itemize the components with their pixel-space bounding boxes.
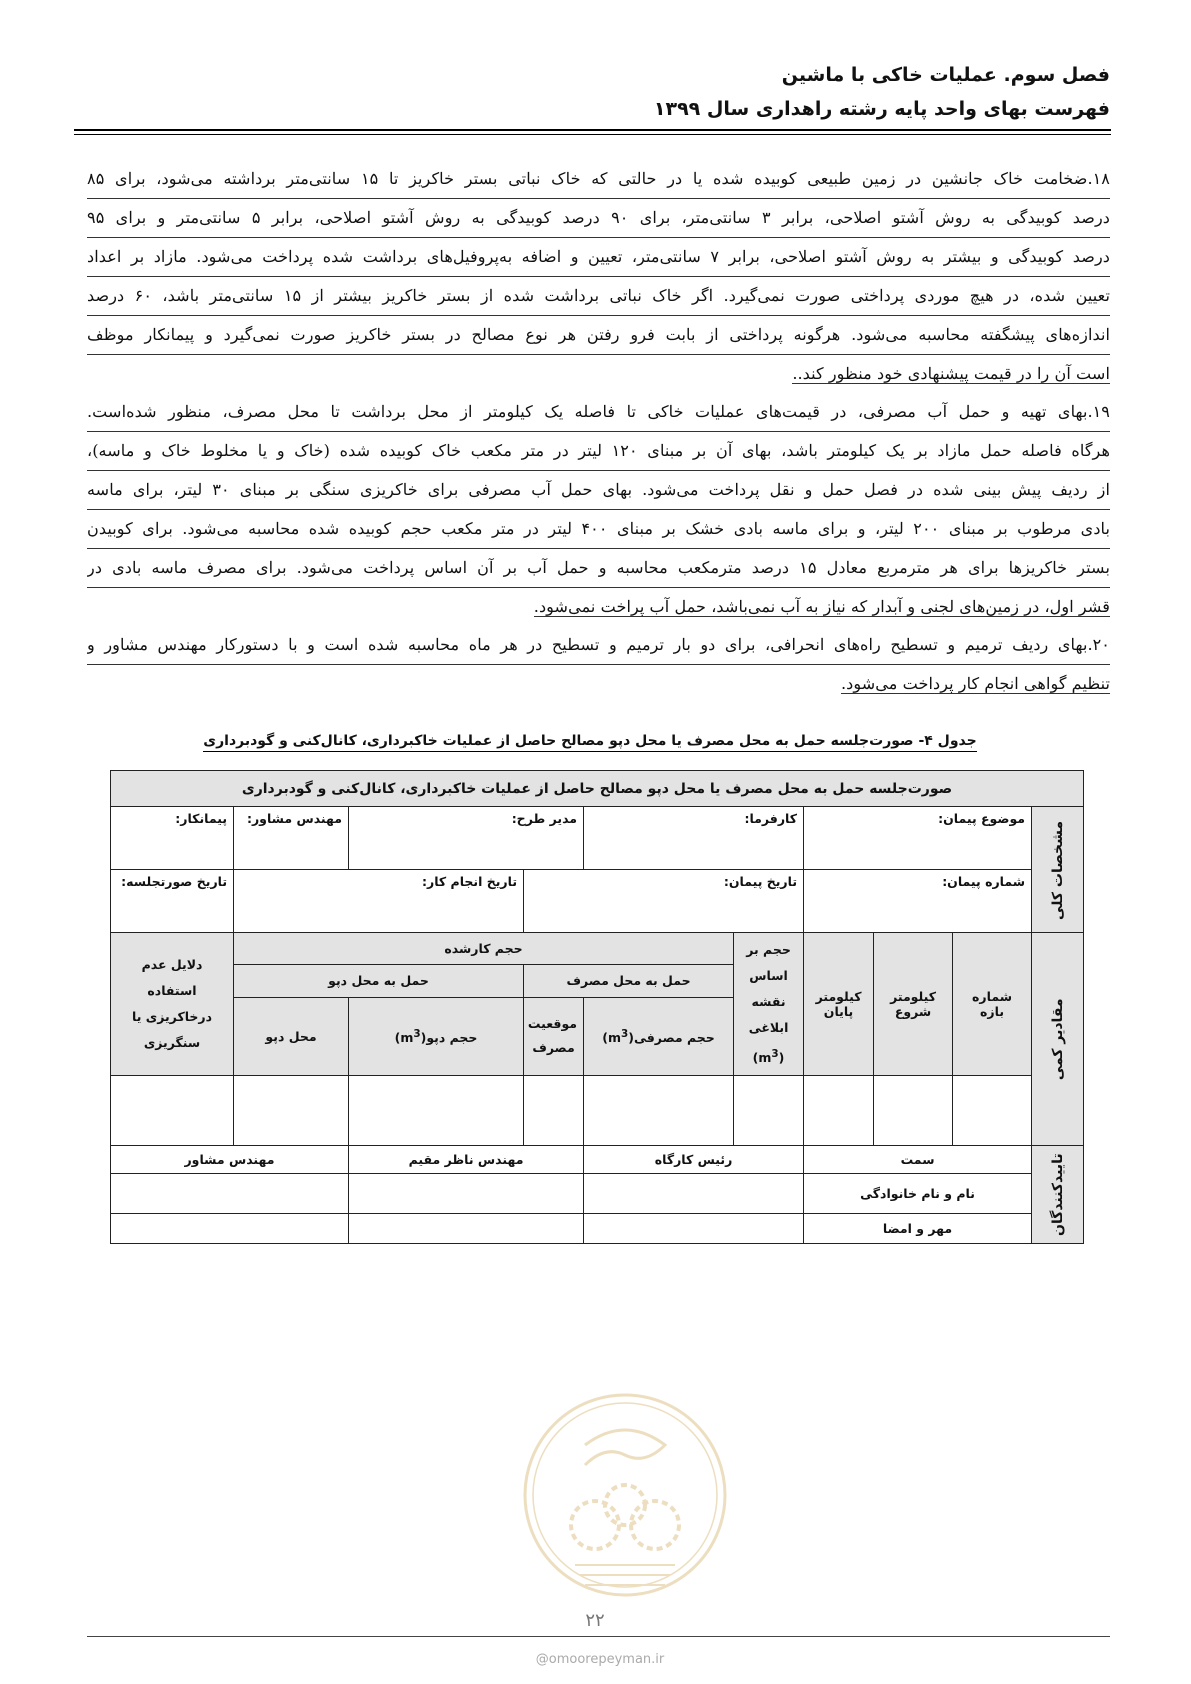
table-caption [110, 733, 1070, 749]
paragraph-19 [87, 393, 1110, 626]
col-used-volume: حجم $مصرفی(m^3)$ [584, 997, 734, 1076]
header-rule-thin [74, 134, 1111, 135]
paragraph-18 [87, 160, 1110, 393]
col-km-end: کیلومتر پایان [804, 933, 874, 1076]
resident-engineer-signature-field[interactable] [349, 1214, 584, 1244]
contract-number-field[interactable]: شماره پیمان: [804, 870, 1032, 933]
footer-rule [87, 1636, 1110, 1637]
col-reasons: دلایل عدم استفاده درخاکریزی یا سنگریزی [111, 933, 234, 1076]
text-line: بستر خاکریزها برای هر مترمربع معادل ۱۵ درصد مترمکعب محاسبه و حمل آب بر آن اساس پرداخت می‌شود. برای مصرف ماسه بادی در [87, 549, 1110, 588]
paragraph-20 [87, 626, 1110, 703]
col-plan-volume-unit: $(m^3)$ [752, 1048, 785, 1066]
page-header [87, 58, 1110, 126]
header-rule [74, 129, 1111, 131]
cell-km-end[interactable] [804, 1076, 874, 1146]
col-km-start: کیلومتر شروع [874, 933, 953, 1076]
text-line-content: تنظیم گواهی انجام کار پرداخت می‌شود. [841, 674, 1110, 693]
text-line-content: است آن را در قیمت پیشنهادی خود منظور کند.. [792, 364, 1110, 383]
page-number: ۲۲ [585, 1610, 605, 1631]
consulting-engineer-signature-field[interactable] [111, 1214, 349, 1244]
col-transport-to-use: حمل به محل مصرف [524, 965, 734, 997]
approver-site-head: رئیس کارگاه [584, 1146, 804, 1174]
approver-resident-engineer: مهندس ناظر مقیم [349, 1146, 584, 1174]
contract-date-field[interactable]: تاریخ پیمان: [524, 870, 804, 933]
text-line-content: قشر اول، در زمین‌های لجنی و آبدار که نیاز به آب نمی‌باشد، حمل آب پراخت نمی‌شود. [533, 597, 1110, 616]
cell-plan-volume[interactable] [734, 1076, 804, 1146]
execution-date-field[interactable]: تاریخ انجام کار: [234, 870, 524, 933]
consultant-field[interactable]: مهندس مشاور: [234, 807, 349, 870]
site-head-name-field[interactable] [584, 1174, 804, 1214]
cell-reasons[interactable] [111, 1076, 234, 1146]
text-line: بادی مرطوب بر مبنای ۲۰۰ لیتر، و برای ماسه بادی خشک بر مبنای ۴۰۰ لیتر در متر مکعب حجم کوبیده شده محاسبه می‌شود. برای کوبیدن [87, 510, 1110, 549]
table-caption-text: جدول ۴- صورت‌جلسه حمل به محل مصرف یا محل دپو مصالح حاصل از عملیات خاکبرداری، کانال‌کنی و گودبرداری [203, 733, 976, 752]
text-line: ۱۹.بهای تهیه و حمل آب مصرفی، در قیمت‌های عملیات خاکی تا فاصله یک کیلومتر از محل برداشت تا محل مصرف، منظور شده‌است. [87, 393, 1110, 432]
col-plan-volume-line: حجم بر [746, 942, 791, 957]
col-plan-volume-line: ابلاغی [748, 1020, 789, 1035]
consulting-engineer-name-field[interactable] [111, 1174, 349, 1214]
col-segment-number: شماره بازه [953, 933, 1032, 1076]
employer-field[interactable]: کارفرما: [584, 807, 804, 870]
text-line-last [87, 588, 1110, 626]
approver-name-label: نام و نام خانوادگی [804, 1174, 1032, 1214]
site-head-signature-field[interactable] [584, 1214, 804, 1244]
approver-consulting-engineer: مهندس مشاور [111, 1146, 349, 1174]
col-transport-to-depot: حمل به محل دپو [234, 965, 524, 997]
col-use-location: موقعیت مصرف [524, 997, 584, 1076]
col-work-volume: حجم کارشده [234, 933, 734, 965]
cell-depot-location[interactable] [234, 1076, 349, 1146]
col-depot-volume: حجم $دپو(m^3)$ [349, 997, 524, 1076]
text-line: تعیین شده، در هیچ موردی پرداختی صورت نمی‌گیرد. اگر خاک نباتی برداشت شده از بستر خاکریز بیشتر از ۱۵ سانتی‌متر باشد، ۶۰ درصد [87, 277, 1110, 316]
text-line: ۲۰.بهای ردیف ترمیم و تسطیح راه‌های انحرافی، برای دو بار ترمیم و تسطیح در هر ماه محاسبه شده است و با دستورکار مهندس مشاور و [87, 626, 1110, 665]
cell-use-location[interactable] [524, 1076, 584, 1146]
project-manager-field[interactable]: مدیر طرح: [349, 807, 584, 870]
section-approvers: تاییدکنندگان [1032, 1146, 1084, 1244]
cell-depot-volume[interactable] [349, 1076, 524, 1146]
text-line: درصد کوبیدگی و بیشتر به روش آشتو اصلاحی، برابر ۷ سانتی‌متر، تعیین و اضافه به‌پروفیل‌های برداشت شده پرداخت می‌شود. مازاد بر اعداد [87, 238, 1110, 277]
text-line: هرگاه فاصله حمل مازاد بر یک کیلومتر باشد، بهای آن بر مبنای ۱۲۰ لیتر در متر مکعب خاک کوبیده شده (خاک و یا مخلوط خاک و ماسه)، [87, 432, 1110, 471]
section-general-info: مشخصات کلی [1032, 807, 1084, 933]
contract-subject-field[interactable]: موضوع پیمان: [804, 807, 1032, 870]
contractor-field[interactable]: پیمانکار: [111, 807, 234, 870]
minutes-date-field[interactable]: تاریخ صورتجلسه: [111, 870, 234, 933]
minutes-form-table [110, 770, 1084, 1244]
cell-km-start[interactable] [874, 1076, 953, 1146]
text-line-last [87, 665, 1110, 703]
cell-segment[interactable] [953, 1076, 1032, 1146]
col-plan-volume-line: نقشه [751, 994, 786, 1009]
watermark-logo [515, 1385, 735, 1605]
col-depot-location: محل دپو [234, 997, 349, 1076]
document-subtitle: فهرست بهای واحد پایه رشته راهداری سال ۱۳۹۹ [653, 98, 1110, 120]
text-line-last [87, 355, 1110, 393]
text-line: درصد کوبیدگی به روش آشتو اصلاحی، برابر ۳ سانتی‌متر، برای ۹۰ درصد کوبیدگی به روش آشتو اصلاحی، برابر ۵ سانتی‌متر و برای ۹۵ [87, 199, 1110, 238]
col-plan-volume-line: اساس [749, 968, 788, 983]
section-quantities: مقادیر کمی [1032, 933, 1084, 1146]
col-plan-volume [734, 933, 804, 1076]
website-watermark: @omoorepeyman.ir [535, 1652, 665, 1667]
text-line: اندازه‌های پیشگفته محاسبه می‌شود. هرگونه پرداختی از بابت فرو رفتن هر نوع مصالح در بستر خاکریز صورت نمی‌گیرد و پیمانکار موظف [87, 316, 1110, 355]
chapter-title: فصل سوم. عملیات خاکی با ماشین [781, 64, 1110, 86]
text-line: از ردیف پیش بینی شده در فصل حمل و نقل پرداخت می‌شود. بهای حمل آب مصرفی برای خاکریزی سنگی بر مبنای ۳۰ لیتر، برای ماسه [87, 471, 1110, 510]
cell-used-volume[interactable] [584, 1076, 734, 1146]
resident-engineer-name-field[interactable] [349, 1174, 584, 1214]
text-line: ۱۸.ضخامت خاک جانشین در زمین طبیعی کوبیده شده یا در حالتی که خاک نباتی بستر خاکریز تا ۱۵ سانتی‌متر برداشته می‌شود، برای ۸۵ [87, 160, 1110, 199]
approver-role-label: سمت [804, 1146, 1032, 1174]
approver-signature-label: مهر و امضا [804, 1214, 1032, 1244]
body-text [87, 160, 1110, 703]
form-title: صورت‌جلسه حمل به محل مصرف یا محل دپو مصالح حاصل از عملیات خاکبرداری، کانال‌کنی و گودبرداری [111, 771, 1084, 807]
